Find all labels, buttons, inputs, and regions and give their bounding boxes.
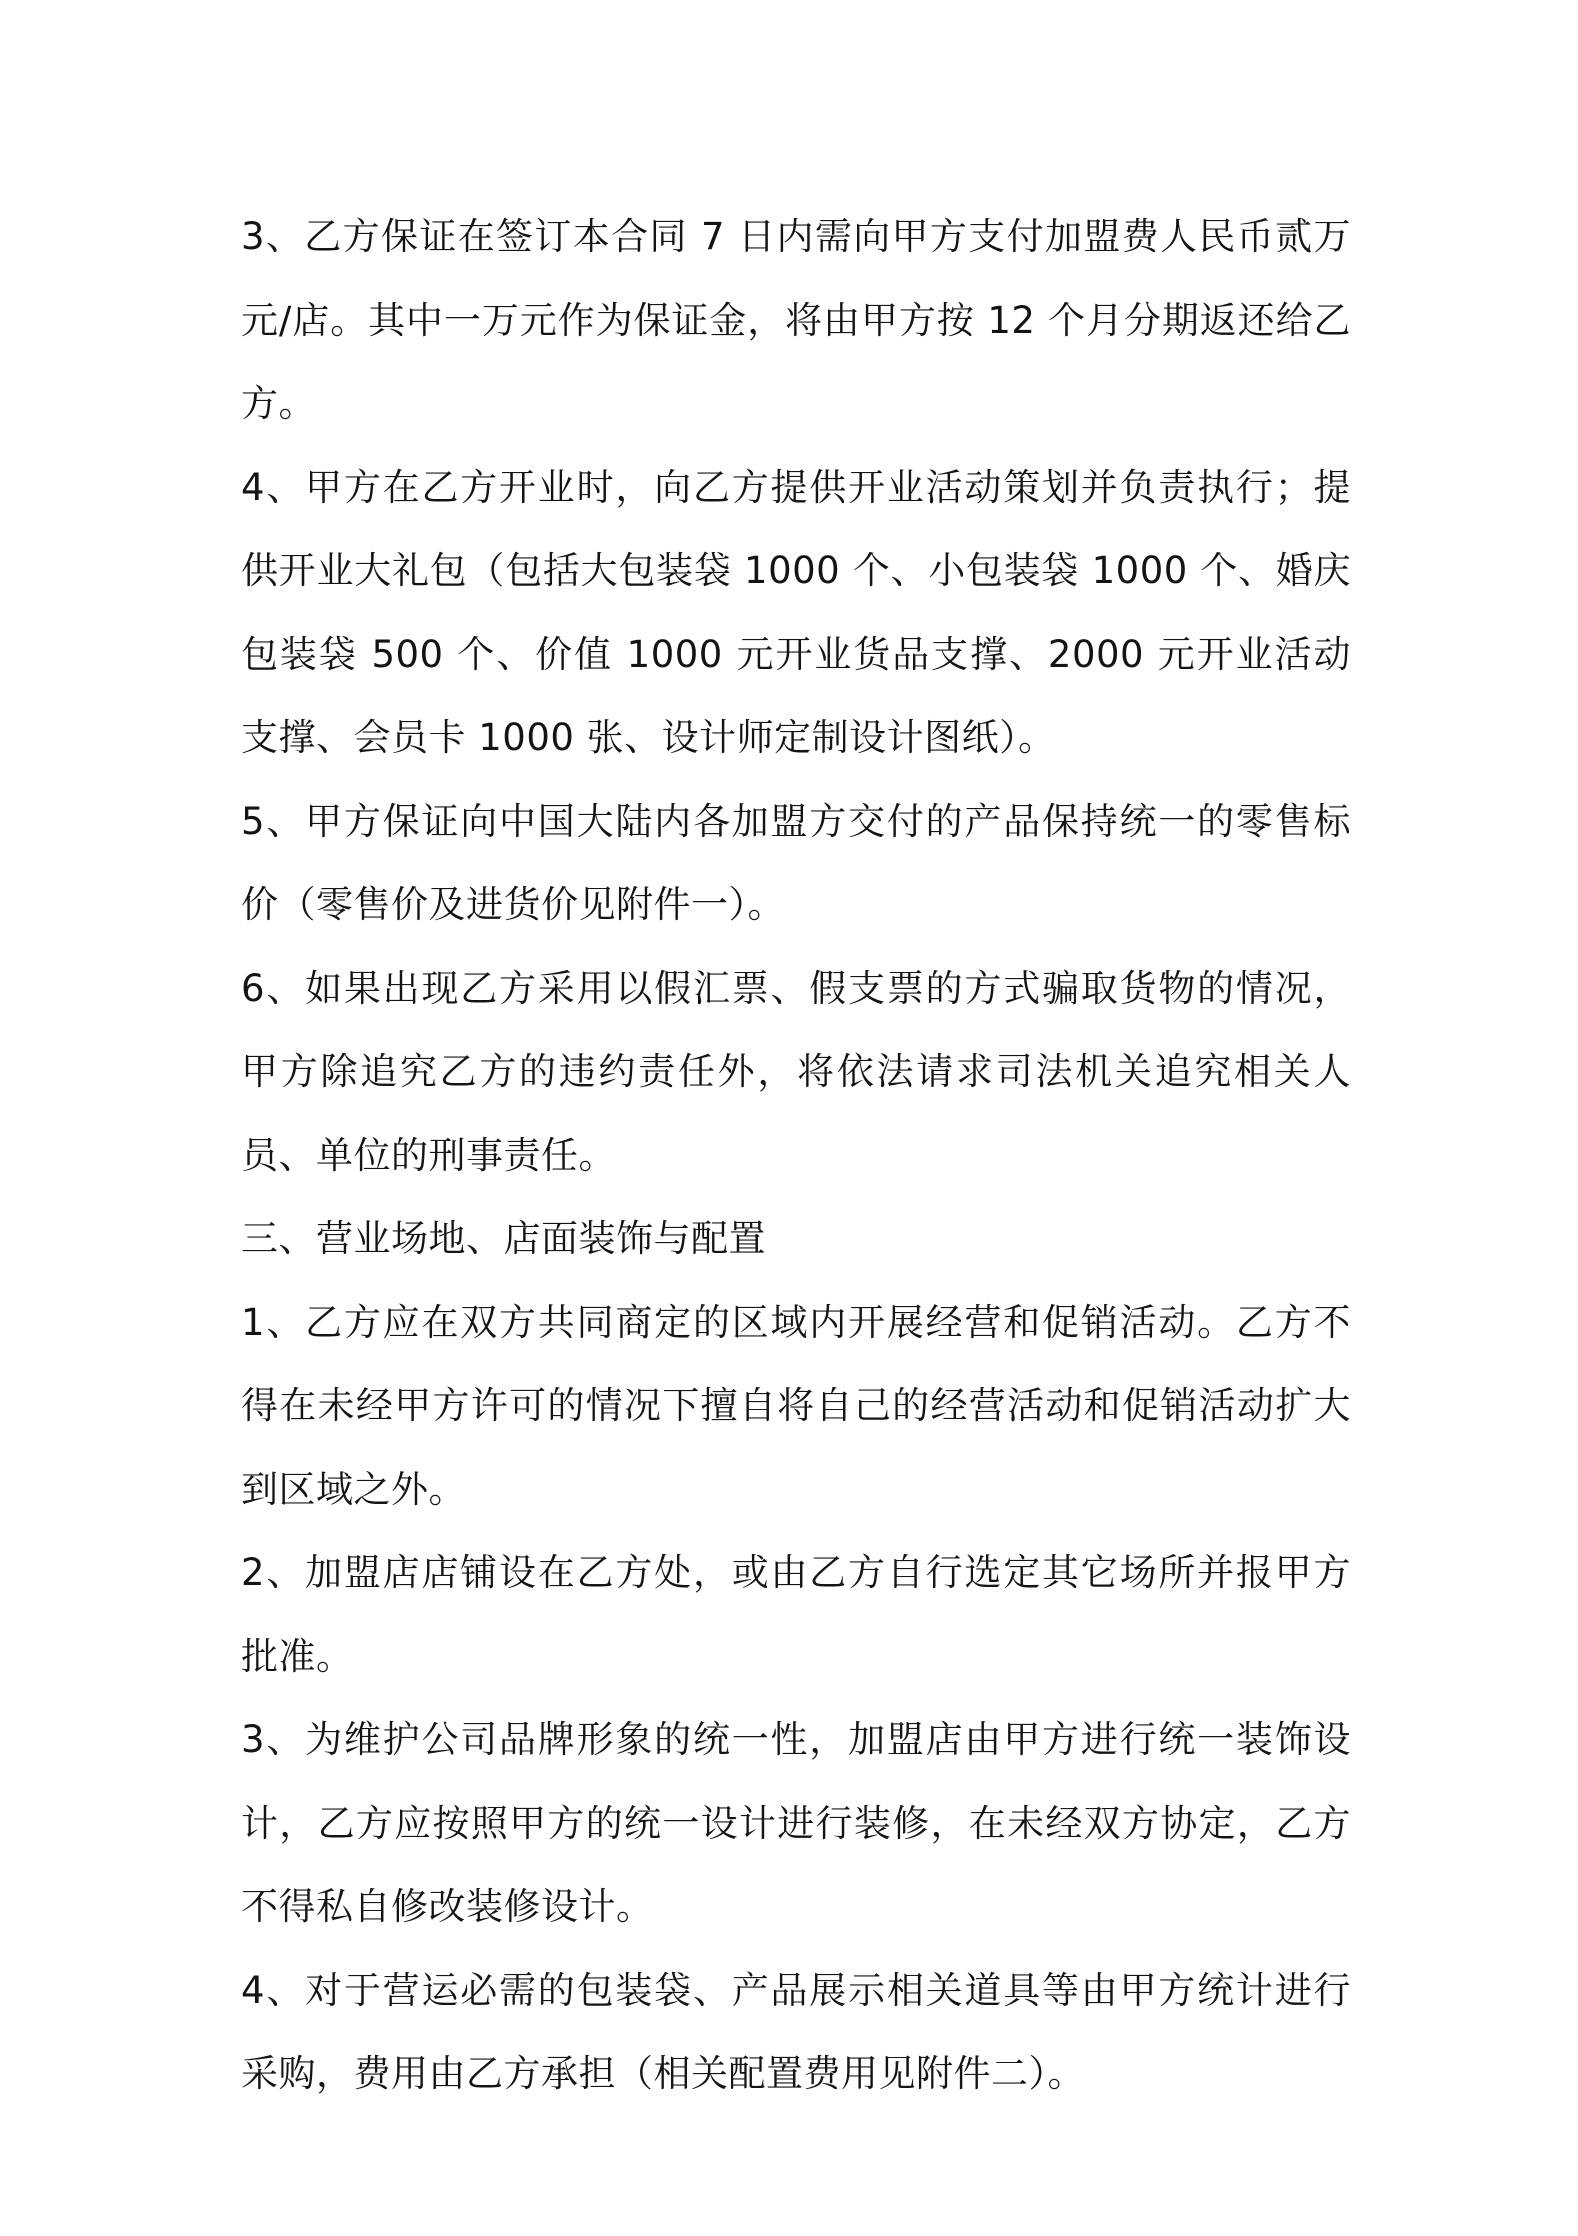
section-heading-3: 三、营业场地、店面装饰与配置 <box>241 1217 766 1260</box>
clause-3-3-store-design: 3、为维护公司品牌形象的统一性，加盟店由甲方进行统一装饰设计，乙方应按照甲方的统一设计进行装修，在未经双方协定，乙方不得私自修改装修设计。 <box>241 1718 1351 1928</box>
clause-2-3-franchise-fee: 3、乙方保证在签订本合同 7 日内需向甲方支付加盟费人民币贰万元/店。其中一万元作为保证金，将由甲方按 12 个月分期返还给乙方。 <box>241 215 1351 425</box>
clause-2-6-fraud-liability: 6、如果出现乙方采用以假汇票、假支票的方式骗取货物的情况，甲方除追究乙方的违约责任外，将依法请求司法机关追究相关人员、单位的刑事责任。 <box>241 966 1351 1177</box>
clause-3-4-supplies-purchase: 4、对于营运必需的包装袋、产品展示相关道具等由甲方统计进行采购，费用由乙方承担（相关配置费用见附件二）。 <box>241 1968 1351 2095</box>
clause-2-5-retail-price: 5、甲方保证向中国大陆内各加盟方交付的产品保持统一的零售标价（零售价及进货价见附件一）。 <box>241 799 1351 926</box>
document-body <box>241 195 1351 2116</box>
clause-3-2-store-location: 2、加盟店店铺设在乙方处，或由乙方自行选定其它场所并报甲方批准。 <box>241 1551 1351 1678</box>
clause-2-4-opening-package: 4、甲方在乙方开业时，向乙方提供开业活动策划并负责执行；提供开业大礼包（包括大包装袋 1000 个、小包装袋 1000 个、婚庆包装袋 500 个、价值 1000 元开业货品支撑、2000 元开业活动支撑、会员卡 1000 张、设计师定制设计图纸）。 <box>241 465 1351 759</box>
clause-3-1-business-area: 1、乙方应在双方共同商定的区域内开展经营和促销活动。乙方不得在未经甲方许可的情况下擅自将自己的经营活动和促销活动扩大到区域之外。 <box>241 1300 1351 1511</box>
